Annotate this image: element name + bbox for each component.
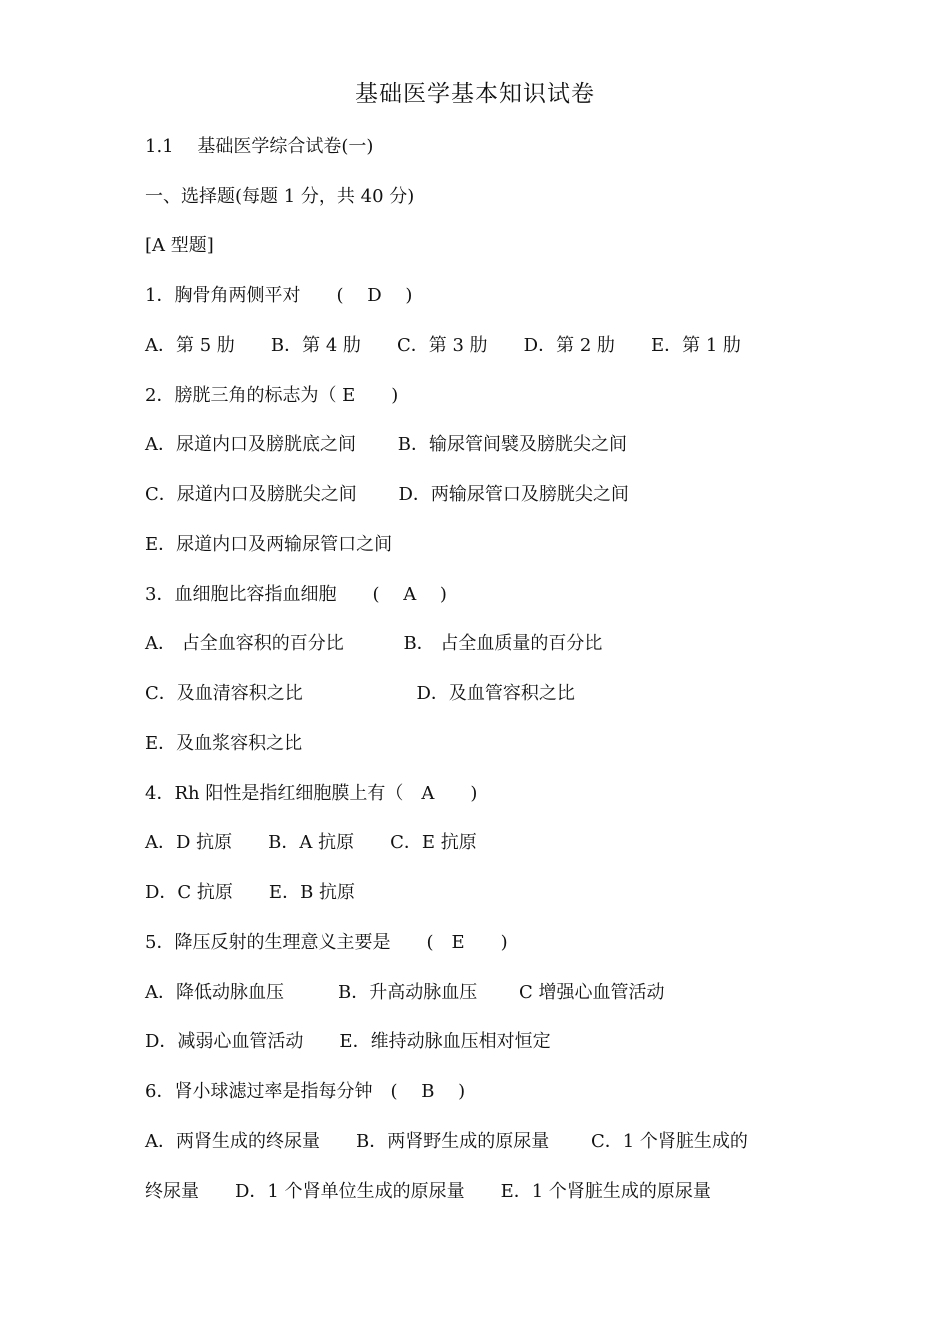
question-2-option-e: E．尿道内口及两输尿管口之间 — [145, 534, 393, 555]
document-title: 基础医学基本知识试卷 — [355, 81, 595, 107]
question-6: 6．肾小球滤过率是指每分钟 ( B ) — [145, 1081, 466, 1102]
question-4-options-abc: A．D 抗原 B．A 抗原 C．E 抗原 — [145, 832, 477, 853]
subsection-heading: [A 型题] — [145, 235, 214, 256]
question-3-options-cd: C．及血清容积之比 D．及血管容积之比 — [145, 683, 575, 704]
question-4-options-de: D．C 抗原 E．B 抗原 — [145, 882, 356, 903]
question-5: 5．降压反射的生理意义主要是 ( E ) — [145, 932, 508, 953]
section-heading: 1.1 基础医学综合试卷(一) — [145, 136, 374, 157]
question-1: 1．胸骨角两侧平对 ( D ) — [145, 285, 413, 306]
question-3-options-ab: A． 占全血容积的百分比 B． 占全血质量的百分比 — [145, 633, 603, 654]
question-4: 4．Rh 阳性是指红细胞膜上有（ A ) — [145, 783, 478, 804]
question-6-options-line-1: A．两肾生成的终尿量 B．两肾野生成的原尿量 C．1 个肾脏生成的 — [145, 1131, 748, 1152]
question-2-options-ab: A．尿道内口及膀胱底之间 B．输尿管间襞及膀胱尖之间 — [145, 434, 627, 455]
question-1-options: A．第 5 肋 B．第 4 肋 C．第 3 肋 D．第 2 肋 E．第 1 肋 — [145, 335, 742, 356]
question-3-option-e: E．及血浆容积之比 — [145, 733, 303, 754]
question-2-options-cd: C．尿道内口及膀胱尖之间 D．两输尿管口及膀胱尖之间 — [145, 484, 629, 505]
question-3: 3．血细胞比容指血细胞 ( A ) — [145, 584, 447, 605]
question-5-options-abc: A．降低动脉血压 B．升高动脉血压 C 增强心血管活动 — [145, 982, 665, 1003]
question-6-options-line-2: 终尿量 D．1 个肾单位生成的原尿量 E．1 个肾脏生成的原尿量 — [145, 1181, 711, 1202]
question-5-options-de: D．减弱心血管活动 E．维持动脉血压相对恒定 — [145, 1031, 551, 1052]
question-2: 2．膀胱三角的标志为（ E ) — [145, 385, 399, 406]
question-type-heading: 一、选择题(每题 1 分，共 40 分) — [145, 186, 415, 207]
